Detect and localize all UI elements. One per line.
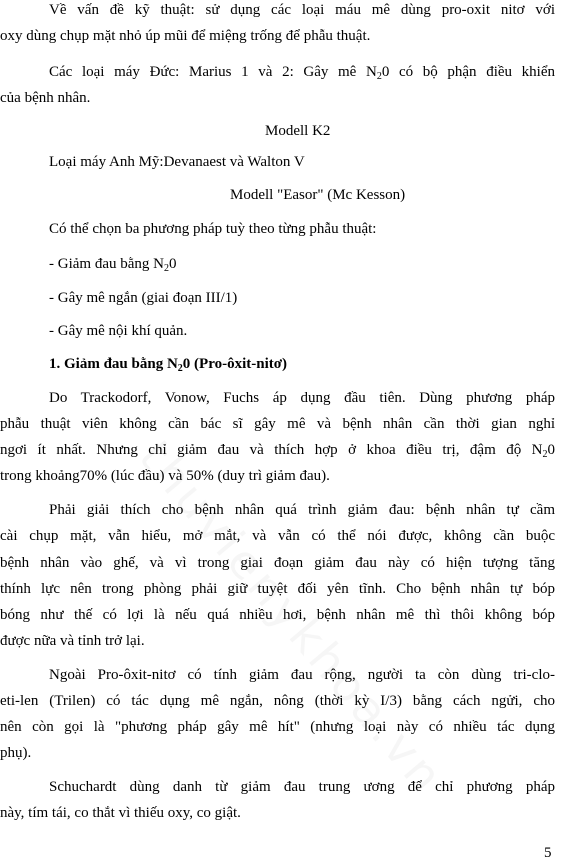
page-number: 5	[544, 845, 552, 861]
section-heading: 1. Giảm đau bằng $N_20$ (Pro-ôxit-nitơ)	[49, 356, 288, 374]
text-line: Ngoài Pro-ôxit-nitơ có tính giảm đau rộng, người ta còn dùng tri-clo-	[49, 667, 555, 683]
text-line: - Gây mê nội khí quản.	[49, 323, 188, 339]
text-line: bệnh nhân vào ghế, và vì trong giai đoạn giảm đau này có hiện tượng tăng	[0, 555, 555, 571]
text-line: Về vấn đề kỹ thuật: sử dụng các loại máu mê dùng pro-oxit nitơ với	[49, 2, 555, 18]
text-line: bóng như thế có lợi là nếu quá nhiều hơi, bệnh nhân mê thì thôi không bóp	[0, 607, 555, 623]
text-line: được nữa và tỉnh trở lại.	[0, 633, 145, 649]
text-line: Các loại máy Đức: Marius 1 và 2: Gây mê $N_20$ có bộ phận điều khiển	[49, 64, 555, 82]
text-line: cài chụp mặt, vẫn hiểu, mở mắt, và vẫn có thể nói được, không cần buộc	[0, 528, 555, 544]
text-line: thính lực nên trong phòng phải giữ tuyệt đối yên tĩnh. Cho bệnh nhân tự bóp	[0, 581, 555, 597]
text-line: trong khoảng70% (lúc đầu) và 50% (duy trì giảm đau).	[0, 468, 330, 484]
text-line: phẫu thuật viên không cần bác sĩ gây mê và bệnh nhân cần thời gian nghỉ	[0, 416, 555, 432]
text-line: này, tím tái, co thắt vì thiếu oxy, co giật.	[0, 805, 241, 821]
text-line: Modell K2	[265, 123, 331, 139]
text-line: Schuchardt dùng danh từ giảm đau trung ương để chỉ phương pháp	[49, 779, 555, 795]
text-line: Phải giải thích cho bệnh nhân quá trình giảm đau: bệnh nhân tự cầm	[49, 502, 555, 518]
text-line: - Giảm đau bằng $N_20$	[49, 256, 177, 274]
text-line: oxy dùng chụp mặt nhỏ úp mũi để miệng trống để phẫu thuật.	[0, 28, 371, 44]
text-line: Loại máy Anh Mỹ:Devanaest và Walton V	[49, 154, 305, 170]
text-line: Modell "Easor" (Mc Kesson)	[230, 187, 406, 203]
text-line: nên còn gọi là "phương pháp gây mê hít" (nhưng loại này có nhiều tác dụng	[0, 719, 555, 735]
text-line: Do Trackodorf, Vonow, Fuchs áp dụng đầu tiên. Dùng phương pháp	[49, 390, 555, 406]
text-line: eti-len (Trilen) có tác dụng mê ngắn, nông (thời kỳ I/3) bằng cách ngửi, cho	[0, 693, 555, 709]
text-line: của bệnh nhân.	[0, 90, 91, 106]
text-line: Có thể chọn ba phương pháp tuỳ theo từng phẫu thuật:	[49, 221, 377, 237]
text-line: - Gây mê ngắn (giai đoạn III/1)	[49, 290, 238, 306]
text-line: ngơi ít nhất. Nhưng chỉ giảm đau và thích hợp ở khoa điều trị, đậm độ $N_20$	[0, 442, 555, 460]
text-line: phụ).	[0, 745, 32, 761]
